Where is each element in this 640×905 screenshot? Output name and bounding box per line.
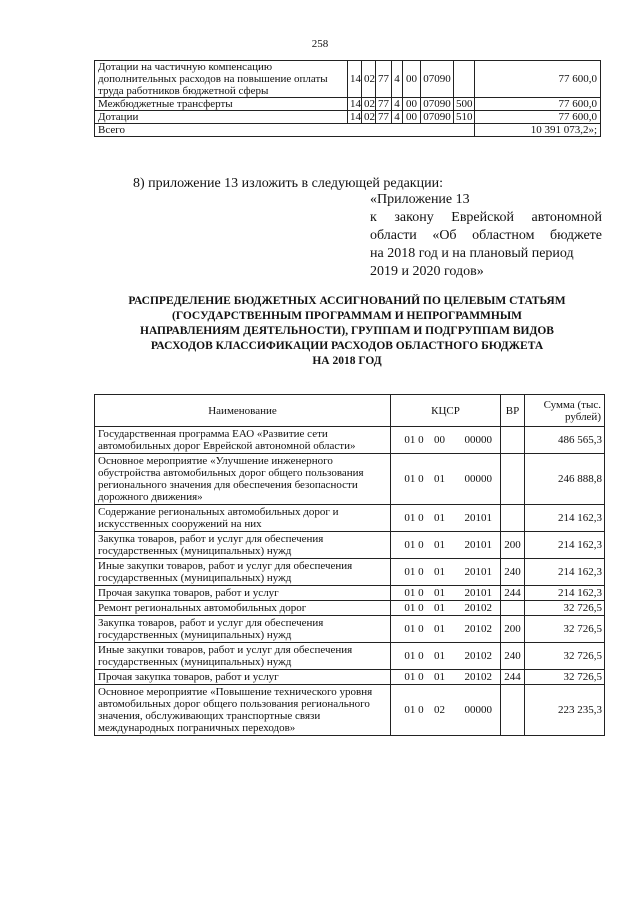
amount: 77 600,0 [475,61,601,98]
title-line-4: РАСХОДОВ КЛАССИФИКАЦИИ РАСХОДОВ ОБЛАСТНОГО БЮДЖЕТА [150,340,544,352]
sum-value: 32 726,5 [525,670,605,685]
vr-code: 244 [501,670,525,685]
kcsr-code [391,454,501,505]
table-row [95,643,605,670]
vr-code [501,427,525,454]
kcsr-subprogram: 01 [434,587,445,599]
amount: 77 600,0 [475,111,601,124]
kcsr-program: 01 0 [404,512,424,524]
header-vr: ВР [501,395,525,427]
vr-code [454,61,475,98]
row-name: Иные закупки товаров, работ и услуг для обеспечения государственных (муниципальных) нужд [95,643,391,670]
table-row [95,111,601,124]
appendix-line-5: 2019 и 2020 годов» [370,264,484,279]
kcsr-direction: 20102 [464,650,492,662]
kcsr-direction: 20101 [464,539,492,551]
budget-allocation-table [94,394,605,736]
table-row [95,454,605,505]
table-row [95,532,605,559]
kcsr-program: 01 0 [404,473,424,485]
appendix-line-1: «Приложение 13 [370,192,470,207]
kcsr-code [391,670,501,685]
total-amount: 10 391 073,2»; [475,124,601,137]
code-part: 4 [392,61,403,98]
total-label: Всего [95,124,475,137]
kcsr-code [391,586,501,601]
kcsr-direction: 20101 [464,512,492,524]
code-part: 07090 [421,98,454,111]
kcsr-code [391,643,501,670]
kcsr-code [391,616,501,643]
row-name: Дотации [95,111,348,124]
amendment-line: 8) приложение 13 изложить в следующей редакции: [133,176,443,191]
row-name: Прочая закупка товаров, работ и услуг [95,586,391,601]
vr-code: 510 [454,111,475,124]
table-row [95,685,605,736]
kcsr-direction: 00000 [464,434,492,446]
kcsr-program: 01 0 [404,587,424,599]
kcsr-direction: 00000 [464,473,492,485]
sum-value: 32 726,5 [525,601,605,616]
sum-value: 32 726,5 [525,616,605,643]
sum-value: 214 162,3 [525,586,605,601]
sum-value: 246 888,8 [525,454,605,505]
vr-code [501,454,525,505]
kcsr-subprogram: 01 [434,671,445,683]
kcsr-program: 01 0 [404,704,424,716]
kcsr-code [391,532,501,559]
kcsr-subprogram: 02 [434,704,445,716]
table-row [95,98,601,111]
kcsr-program: 01 0 [404,602,424,614]
code-part: 00 [403,61,421,98]
kcsr-code [391,559,501,586]
code-part: 00 [403,98,421,111]
kcsr-code [391,601,501,616]
kcsr-direction: 00000 [464,704,492,716]
kcsr-program: 01 0 [404,671,424,683]
kcsr-subprogram: 01 [434,602,445,614]
kcsr-program: 01 0 [404,650,424,662]
row-name: Прочая закупка товаров, работ и услуг [95,670,391,685]
sum-value: 486 565,3 [525,427,605,454]
kcsr-program: 01 0 [404,623,424,635]
sum-value: 214 162,3 [525,505,605,532]
kcsr-code [391,685,501,736]
kcsr-program: 01 0 [404,434,424,446]
kcsr-subprogram: 01 [434,566,445,578]
kcsr-direction: 20102 [464,623,492,635]
row-name: Основное мероприятие «Улучшение инженерного обустройства автомобильных дорог общего пользования регионального значения для обеспечения безопасности дорожного движения» [95,454,391,505]
table-row [95,601,605,616]
code-part: 4 [392,98,403,111]
row-name: Иные закупки товаров, работ и услуг для обеспечения государственных (муниципальных) нужд [95,559,391,586]
kcsr-subprogram: 01 [434,539,445,551]
table-row [95,616,605,643]
vr-code [501,601,525,616]
appendix-line-4: на 2018 год и на плановый период [370,246,574,261]
code-part: 14 [348,98,362,111]
vr-code: 200 [501,532,525,559]
code-part: 02 [362,61,376,98]
vr-code [501,505,525,532]
code-part: 4 [392,111,403,124]
sum-value: 214 162,3 [525,532,605,559]
code-part: 07090 [421,61,454,98]
code-part: 07090 [421,111,454,124]
header-sum: Сумма (тыс. рублей) [525,395,605,427]
vr-code: 200 [501,616,525,643]
document-title [94,294,600,369]
kcsr-code [391,427,501,454]
table-row [95,427,605,454]
code-part: 77 [376,61,392,98]
row-name: Государственная программа ЕАО «Развитие сети автомобильных дорог Еврейской автономной области» [95,427,391,454]
row-name: Дотации на частичную компенсацию дополнительных расходов на повышение оплаты труда работников бюджетной сферы [95,61,348,98]
kcsr-subprogram: 01 [434,623,445,635]
title-line-2: (ГОСУДАРСТВЕННЫМ ПРОГРАММАМ И НЕПРОГРАММНЫМ [171,310,522,322]
header-name: Наименование [95,395,391,427]
vr-code: 240 [501,559,525,586]
kcsr-code [391,505,501,532]
kcsr-subprogram: 01 [434,650,445,662]
amount: 77 600,0 [475,98,601,111]
table-row [95,559,605,586]
appendix-line-3: области «Об областном бюджете [370,228,602,243]
code-part: 77 [376,98,392,111]
header-kcsr: КЦСР [391,395,501,427]
row-name: Закупка товаров, работ и услуг для обеспечения государственных (муниципальных) нужд [95,616,391,643]
row-name: Основное мероприятие «Повышение технического уровня автомобильных дорог общего пользования регионального значения, обслуживающих транспортные связи международных пограничных переходов» [95,685,391,736]
row-name: Содержание региональных автомобильных дорог и искусственных сооружений на них [95,505,391,532]
row-name: Межбюджетные трансферты [95,98,348,111]
title-line-5: НА 2018 ГОД [312,355,382,367]
page-number: 258 [311,38,329,50]
kcsr-direction: 20101 [464,587,492,599]
kcsr-subprogram: 01 [434,473,445,485]
table-row [95,61,601,98]
sum-value: 214 162,3 [525,559,605,586]
total-row [95,124,601,137]
vr-code: 240 [501,643,525,670]
sum-value: 223 235,3 [525,685,605,736]
row-name: Ремонт региональных автомобильных дорог [95,601,391,616]
title-line-3: НАПРАВЛЕНИЯМ ДЕЯТЕЛЬНОСТИ), ГРУППАМ И ПОДГРУППАМ ВИДОВ [140,325,554,337]
kcsr-program: 01 0 [404,539,424,551]
code-part: 14 [348,111,362,124]
kcsr-subprogram: 01 [434,512,445,524]
vr-code [501,685,525,736]
code-part: 02 [362,111,376,124]
title-line-1: РАСПРЕДЕЛЕНИЕ БЮДЖЕТНЫХ АССИГНОВАНИЙ ПО ЦЕЛЕВЫМ СТАТЬЯМ [128,295,566,307]
table-row [95,505,605,532]
code-part: 77 [376,111,392,124]
kcsr-direction: 20102 [464,602,492,614]
kcsr-program: 01 0 [404,566,424,578]
table-row [95,586,605,601]
table-row [95,670,605,685]
appendix-heading [370,191,602,281]
top-continuation-table [94,60,601,137]
kcsr-direction: 20101 [464,566,492,578]
code-part: 14 [348,61,362,98]
code-part: 02 [362,98,376,111]
sum-value: 32 726,5 [525,643,605,670]
vr-code: 500 [454,98,475,111]
code-part: 00 [403,111,421,124]
appendix-line-2: к закону Еврейской автономной [370,210,602,225]
kcsr-subprogram: 00 [434,434,445,446]
row-name: Закупка товаров, работ и услуг для обеспечения государственных (муниципальных) нужд [95,532,391,559]
kcsr-direction: 20102 [464,671,492,683]
vr-code: 244 [501,586,525,601]
